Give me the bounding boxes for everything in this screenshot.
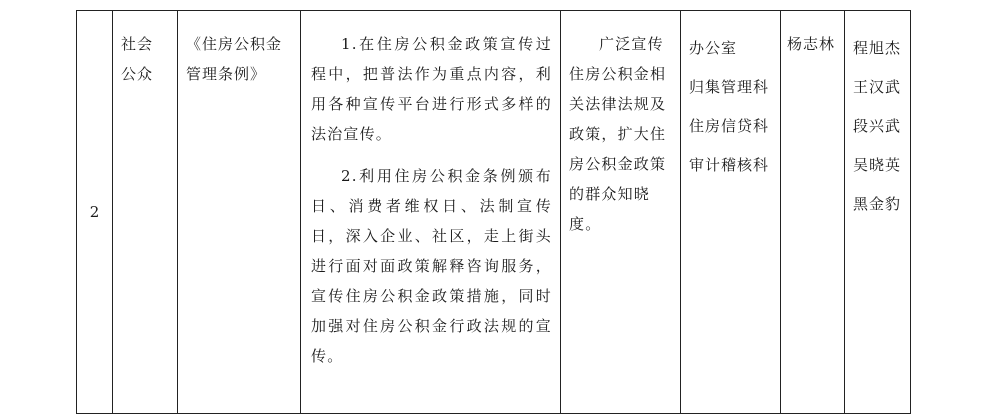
measure-item-1: 1.在住房公积金政策宣传过程中，把普法作为重点内容，利用各种宣传平台进行形式多样的法治宣传。	[311, 35, 552, 143]
departments-cell	[681, 11, 781, 414]
staff-item: 王汉武	[853, 78, 902, 96]
row-index-cell	[77, 11, 113, 414]
goal-cell	[561, 11, 681, 414]
regulation-name: 《住房公积金管理条例》	[186, 35, 283, 83]
measure-item-2: 2.利用住房公积金条例颁布日、消费者维权日、法制宣传日，深入企业、社区，走上街头进行面对面政策解释咨询服务，宣传住房公积金政策措施，同时加强对住房公积金行政法规的宣传。	[311, 167, 552, 365]
goal-text: 广泛宣传住房公积金相关法律法规及政策，扩大住房公积金政策的群众知晓度。	[569, 35, 667, 233]
target-audience-cell	[113, 11, 178, 414]
staff-item: 吴晓英	[853, 156, 902, 174]
leader-cell	[781, 11, 845, 414]
staff-item: 程旭杰	[853, 39, 902, 57]
table-row	[77, 11, 911, 414]
leader-name: 杨志林	[787, 35, 836, 53]
measures-cell	[301, 11, 561, 414]
department-item: 归集管理科	[689, 78, 770, 96]
target-audience: 社会公众	[121, 35, 154, 83]
publicity-plan-table	[76, 10, 911, 414]
regulation-cell	[178, 11, 301, 414]
department-item: 住房信贷科	[689, 117, 770, 135]
row-index: 2	[89, 203, 100, 221]
staff-item: 黑金豹	[853, 195, 902, 213]
department-item: 办公室	[689, 39, 738, 57]
staff-cell	[845, 11, 911, 414]
staff-item: 段兴武	[853, 117, 902, 135]
department-item: 审计稽核科	[689, 156, 770, 174]
